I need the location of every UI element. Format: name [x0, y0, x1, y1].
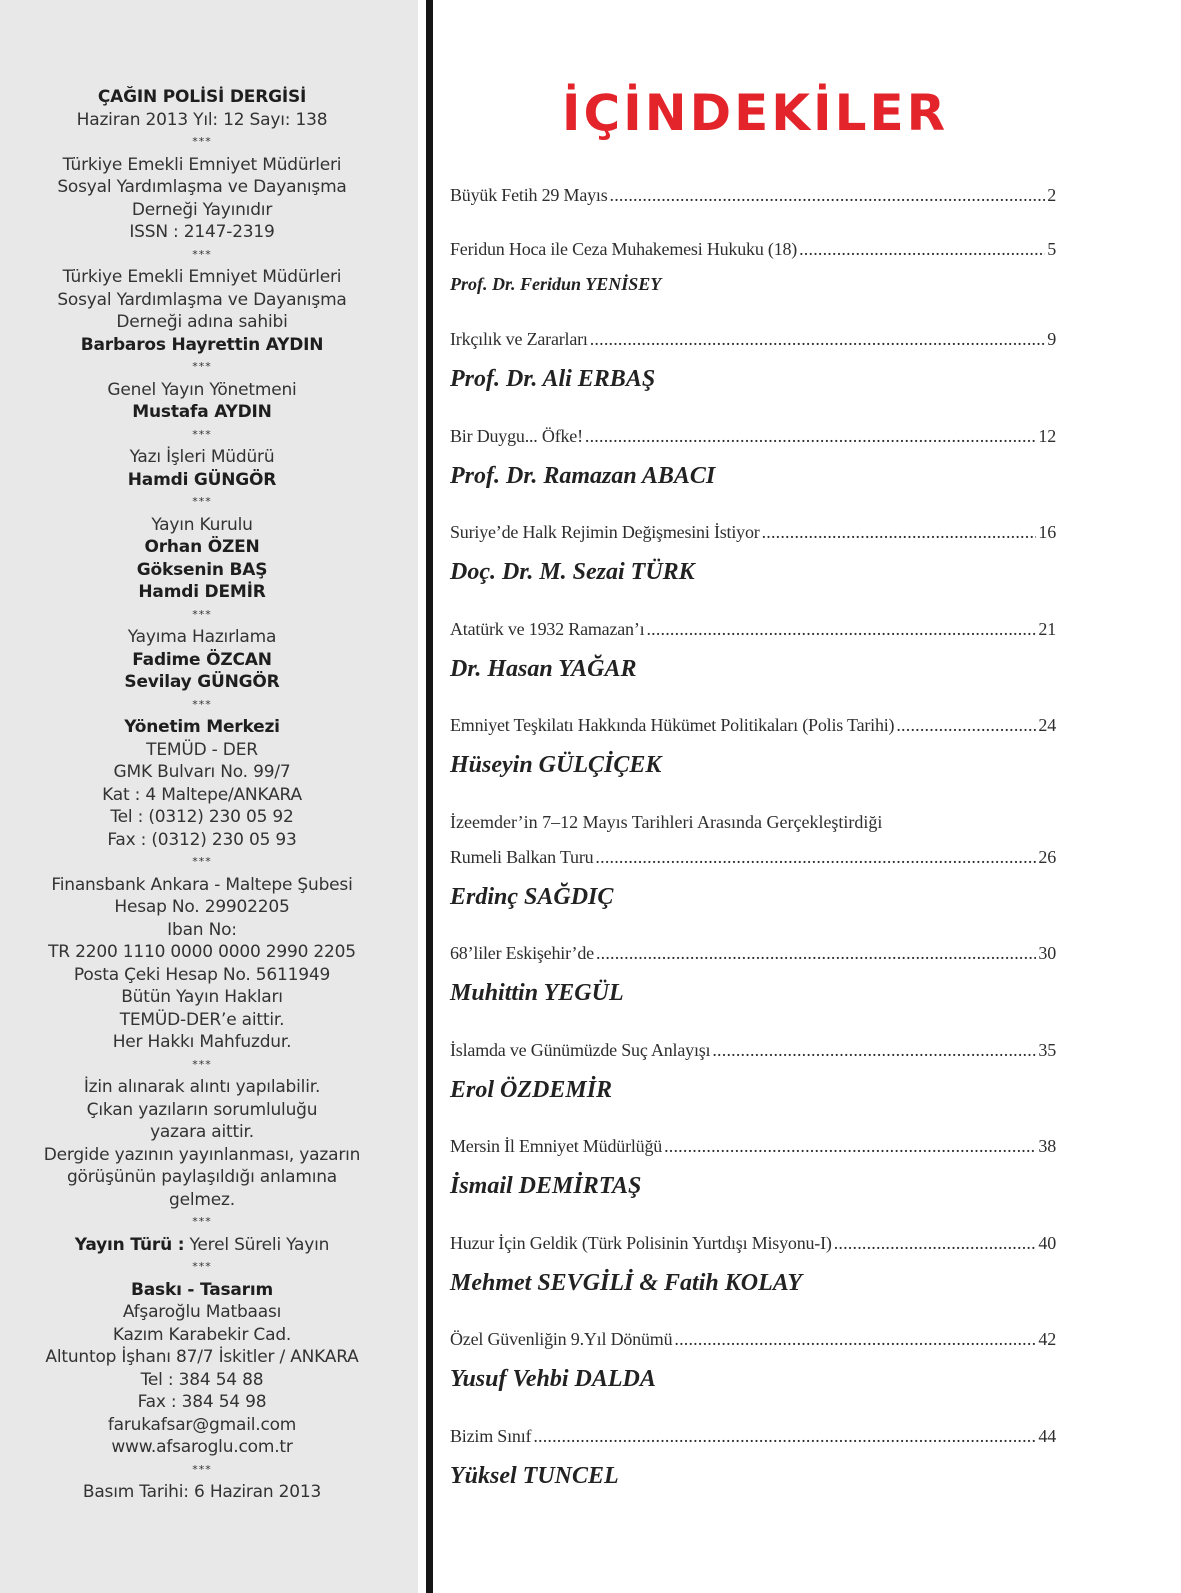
- masthead-line: Çıkan yazıların sorumluluğu: [86, 1099, 318, 1120]
- masthead-line: Kat : 4 Maltepe/ANKARA: [102, 784, 302, 805]
- dot-leader: [596, 942, 1036, 964]
- masthead-line: yazara aittir.: [150, 1122, 254, 1142]
- separator-stars: ***: [192, 855, 212, 868]
- toc-author: Erdinç SAĞDIÇ: [450, 884, 614, 910]
- toc-page-number: 30: [1038, 943, 1056, 963]
- toc-title: Özel Güvenliğin 9.Yıl Dönümü: [450, 1329, 673, 1349]
- toc-author: Yüksel TUNCEL: [450, 1463, 619, 1489]
- masthead-value: Yerel Süreli Yayın: [184, 1234, 330, 1255]
- masthead-line: farukafsar@gmail.com: [107, 1414, 297, 1435]
- toc-author: Prof. Dr. Ramazan ABACI: [450, 463, 716, 489]
- masthead-name: Fadime ÖZCAN: [132, 649, 272, 670]
- toc-title: İslamda ve Günümüzde Suç Anlayışı: [450, 1040, 711, 1060]
- dot-leader: [590, 328, 1045, 350]
- toc-line: [450, 1232, 1056, 1254]
- masthead-line: Afşaroğlu Matbaası: [122, 1302, 282, 1322]
- toc-entry[interactable]: [450, 425, 1056, 491]
- masthead-sidebar: [0, 0, 418, 1593]
- toc-entry[interactable]: [450, 618, 1056, 684]
- toc-page-number: 35: [1038, 1040, 1056, 1060]
- toc-page-number: 16: [1038, 522, 1056, 542]
- toc-title-line: İzeemder’in 7–12 Mayıs Tarihleri Arasında Gerçekleştirdiği: [450, 812, 883, 832]
- separator-stars: ***: [192, 1260, 212, 1273]
- masthead-line: Hesap No. 29902205: [114, 897, 290, 917]
- dot-leader: [595, 846, 1036, 868]
- toc-entry[interactable]: [450, 1328, 1056, 1394]
- dot-leader: [762, 521, 1037, 543]
- toc-line: [450, 328, 1056, 350]
- dot-leader: [674, 1328, 1036, 1350]
- masthead-line: Fax : 384 54 98: [137, 1392, 267, 1412]
- masthead-line: Posta Çeki Hesap No. 5611949: [73, 964, 331, 985]
- toc-author: Hüseyin GÜLÇİÇEK: [450, 752, 662, 778]
- masthead-line: Tel : (0312) 230 05 92: [110, 807, 294, 827]
- masthead-name: Barbaros Hayrettin AYDIN: [80, 334, 324, 355]
- masthead-line: TEMÜD - DER: [146, 739, 258, 760]
- masthead-line: Türkiye Emekli Emniyet Müdürleri: [62, 267, 342, 287]
- masthead-line: Derneği Yayınıdır: [131, 199, 273, 220]
- masthead-name: Hamdi DEMİR: [138, 582, 266, 602]
- masthead-text: [0, 86, 404, 1504]
- dot-leader: [585, 425, 1037, 447]
- masthead-line: Iban No:: [167, 919, 237, 940]
- toc-line: [450, 1328, 1056, 1350]
- masthead-line: İzin alınarak alıntı yapılabilir.: [83, 1077, 321, 1097]
- toc-title: Suriye’de Halk Rejimin Değişmesini İstiyor: [450, 522, 760, 542]
- masthead-line: Türkiye Emekli Emniyet Müdürleri: [62, 154, 342, 175]
- masthead-line: [0, 1234, 404, 1257]
- toc-entry[interactable]: [450, 714, 1056, 780]
- toc-page-number: 5: [1047, 239, 1056, 259]
- separator-stars: ***: [192, 607, 212, 621]
- masthead-line: Yayın Kurulu: [151, 514, 253, 535]
- toc-line: [450, 184, 1056, 206]
- toc-page-number: 44: [1038, 1426, 1056, 1446]
- dot-leader: [533, 1425, 1036, 1447]
- vertical-divider: [426, 0, 433, 1593]
- masthead-name: Hamdi GÜNGÖR: [127, 469, 277, 490]
- masthead-line: Finansbank Ankara - Maltepe Şubesi: [51, 874, 353, 895]
- toc-author: Prof. Dr. Feridun YENİSEY: [450, 274, 662, 294]
- masthead-line: Fax : (0312) 230 05 93: [107, 829, 297, 850]
- toc-title: Büyük Fetih 29 Mayıs: [450, 185, 608, 205]
- toc-entry[interactable]: [450, 521, 1056, 587]
- masthead-name: ÇAĞIN POLİSİ DERGİSİ: [97, 87, 307, 107]
- toc-line: [450, 1135, 1056, 1157]
- masthead-name: Sevilay GÜNGÖR: [124, 672, 280, 692]
- toc-page-number: 12: [1038, 426, 1056, 446]
- toc-title: 68’liler Eskişehir’de: [450, 943, 594, 963]
- toc-page-number: 9: [1047, 329, 1056, 349]
- toc-line: [450, 521, 1056, 543]
- masthead-line: Kazım Karabekir Cad.: [112, 1324, 292, 1345]
- toc-title: Emniyet Teşkilatı Hakkında Hükümet Politikaları (Polis Tarihi): [450, 715, 895, 735]
- table-of-contents: [450, 0, 1060, 1593]
- toc-author: Yusuf Vehbi DALDA: [450, 1366, 656, 1392]
- dot-leader: [712, 1039, 1036, 1061]
- dot-leader: [646, 618, 1036, 640]
- masthead-line: GMK Bulvarı No. 99/7: [113, 762, 291, 782]
- dot-leader: [896, 714, 1036, 736]
- masthead-line: gelmez.: [169, 1189, 235, 1210]
- toc-entry[interactable]: [450, 184, 1056, 206]
- separator-stars: ***: [192, 1057, 212, 1071]
- masthead-name: Yönetim Merkezi: [124, 717, 280, 737]
- toc-title: Rumeli Balkan Turu: [450, 847, 594, 867]
- dot-leader: [834, 1232, 1037, 1254]
- dot-leader: [664, 1135, 1036, 1157]
- toc-line: [450, 846, 1056, 868]
- toc-title: Irkçılık ve Zararları: [450, 329, 588, 349]
- separator-stars: ***: [192, 495, 212, 508]
- page-title: İÇİNDEKİLER: [561, 84, 949, 142]
- separator-stars: ***: [192, 427, 212, 441]
- separator-stars: ***: [192, 247, 212, 261]
- toc-author: Muhittin YEGÜL: [450, 980, 624, 1006]
- toc-author: Mehmet SEVGİLİ & Fatih KOLAY: [450, 1270, 803, 1296]
- masthead-name: Orhan ÖZEN: [144, 537, 260, 557]
- separator-stars: ***: [192, 1462, 212, 1476]
- masthead-name: Baskı - Tasarım: [131, 1279, 273, 1300]
- masthead-line: Sosyal Yardımlaşma ve Dayanışma: [57, 289, 347, 310]
- separator-stars: ***: [192, 360, 212, 373]
- toc-entry[interactable]: [450, 328, 1056, 394]
- toc-entry[interactable]: [450, 1425, 1056, 1491]
- masthead-name: Mustafa AYDIN: [132, 402, 272, 422]
- dot-leader: [610, 184, 1046, 206]
- toc-line: [450, 1039, 1056, 1061]
- masthead-line: Altuntop İşhanı 87/7 İskitler / ANKARA: [45, 1347, 359, 1367]
- toc-line: [450, 714, 1056, 736]
- separator-stars: ***: [192, 697, 212, 711]
- toc-author: Erol ÖZDEMİR: [450, 1077, 613, 1103]
- toc-entry[interactable]: [450, 1039, 1056, 1105]
- toc-entry[interactable]: [450, 811, 1056, 912]
- toc-title: Mersin İl Emniyet Müdürlüğü: [450, 1136, 663, 1156]
- toc-page-number: 38: [1038, 1136, 1056, 1156]
- toc-page-number: 40: [1038, 1233, 1056, 1253]
- toc-title: Bizim Sınıf: [450, 1426, 532, 1446]
- masthead-line: Dergide yazının yayınlanması, yazarın: [43, 1144, 361, 1165]
- toc-page-number: 21: [1038, 619, 1056, 639]
- toc-page-number: 26: [1038, 847, 1056, 867]
- toc-author: Dr. Hasan YAĞAR: [450, 656, 637, 682]
- toc-title: Huzur İçin Geldik (Türk Polisinin Yurtdışı Misyonu-I): [450, 1233, 832, 1253]
- toc-line: [450, 425, 1056, 447]
- toc-line: [450, 618, 1056, 640]
- toc-entry[interactable]: [450, 942, 1056, 1008]
- masthead-line: Yazı İşleri Müdürü: [129, 447, 275, 467]
- toc-line: [450, 238, 1056, 260]
- toc-title: Feridun Hoca ile Ceza Muhakemesi Hukuku (18): [450, 239, 798, 259]
- toc-line: [450, 1425, 1056, 1447]
- masthead-line: Derneği adına sahibi: [116, 312, 288, 332]
- masthead-line: Her Hakkı Mahfuzdur.: [112, 1032, 292, 1052]
- masthead-line: Basım Tarihi: 6 Haziran 2013: [82, 1482, 322, 1502]
- masthead-label: Yayın Türü :: [74, 1234, 185, 1255]
- toc-entry[interactable]: [450, 238, 1056, 296]
- separator-stars: ***: [192, 1215, 212, 1228]
- toc-page-number: 24: [1038, 715, 1056, 735]
- toc-author: İsmail DEMİRTAŞ: [450, 1173, 642, 1199]
- toc-page-number: 42: [1038, 1329, 1056, 1349]
- masthead-line: Sosyal Yardımlaşma ve Dayanışma: [57, 177, 347, 197]
- separator-stars: ***: [192, 135, 212, 148]
- masthead-line: Yayıma Hazırlama: [127, 627, 277, 647]
- masthead-line: Tel : 384 54 88: [140, 1369, 264, 1390]
- masthead-line: Bütün Yayın Hakları: [121, 987, 283, 1007]
- masthead-line: görüşünün paylaşıldığı anlamına: [66, 1167, 338, 1187]
- masthead-line: TR 2200 1110 0000 0000 2990 2205: [48, 942, 356, 962]
- masthead-line: ISSN : 2147-2319: [129, 222, 275, 242]
- toc-entry[interactable]: [450, 1232, 1056, 1298]
- toc-line: [450, 942, 1056, 964]
- masthead-line: www.afsaroglu.com.tr: [111, 1437, 293, 1457]
- dot-leader: [799, 238, 1045, 260]
- masthead-name: Göksenin BAŞ: [136, 559, 268, 580]
- toc-author: Prof. Dr. Ali ERBAŞ: [450, 366, 656, 392]
- toc-title: Bir Duygu... Öfke!: [450, 426, 583, 446]
- toc-title: Atatürk ve 1932 Ramazan’ı: [450, 619, 645, 639]
- toc-author: Doç. Dr. M. Sezai TÜRK: [450, 559, 695, 585]
- toc-entry[interactable]: [450, 1135, 1056, 1201]
- masthead-line: TEMÜD-DER’e aittir.: [119, 1009, 285, 1030]
- toc-page-number: 2: [1047, 185, 1056, 205]
- masthead-line: Haziran 2013 Yıl: 12 Sayı: 138: [76, 109, 328, 130]
- masthead-line: Genel Yayın Yönetmeni: [107, 379, 297, 400]
